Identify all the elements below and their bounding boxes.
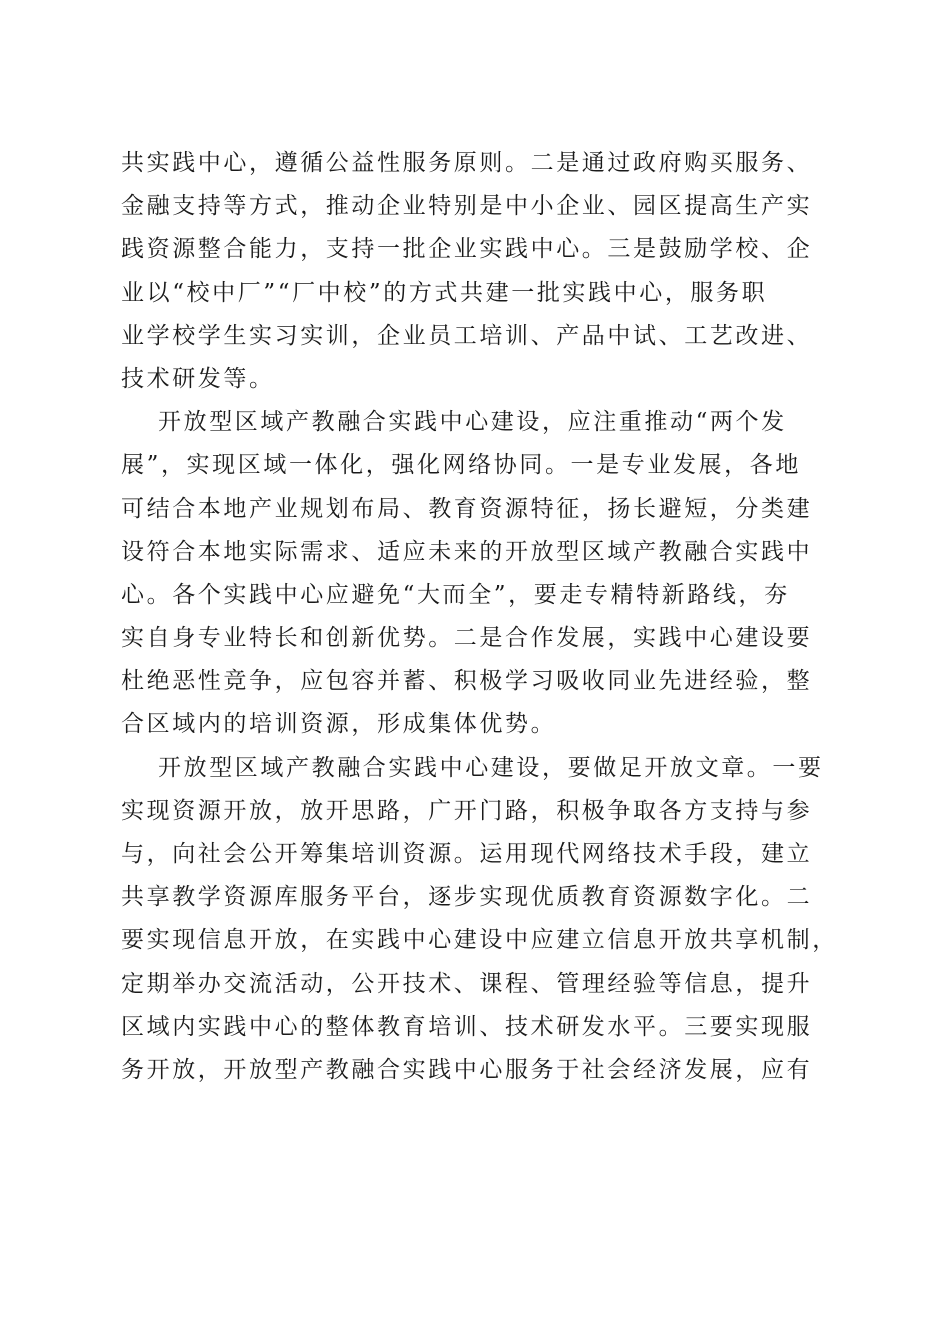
text-line: 杜绝恶性竞争，应包容并蓄、积极学习吸收同业先进经验，整 xyxy=(121,668,813,695)
text-line: 业以“校中厂”“厂中校”的方式共建一批实践中心，服务职 xyxy=(121,279,768,306)
text-line: 业学校学生实习实训，企业员工培训、产品中试、工艺改进、 xyxy=(121,322,813,349)
paragraph-2 xyxy=(121,401,831,747)
text-line: 设符合本地实际需求、适应未来的开放型区域产教融合实践中 xyxy=(121,538,813,565)
text-line: 践资源整合能力，支持一批企业实践中心。三是鼓励学校、企 xyxy=(121,236,813,263)
text-line: 与，向社会公开筹集培训资源。运用现代网络技术手段，建立 xyxy=(121,841,813,867)
paragraph-1 xyxy=(121,142,831,401)
text-line: 务开放，开放型产教融合实践中心服务于社会经济发展，应有 xyxy=(121,1056,813,1083)
text-line: 开放型区域产教融合实践中心建设，应注重推动“两个发 xyxy=(158,409,787,436)
text-line: 可结合本地产业规划布局、教育资源特征，扬长避短，分类建 xyxy=(121,495,813,522)
text-line: 要实现信息开放，在实践中心建设中应建立信息开放共享机制， xyxy=(121,927,838,954)
text-line: 共实践中心，遵循公益性服务原则。二是通过政府购买服务、 xyxy=(121,150,813,176)
text-line: 合区域内的培训资源，形成集体优势。 xyxy=(121,711,557,738)
text-line: 技术研发等。 xyxy=(121,365,275,392)
body-text xyxy=(121,142,838,1092)
text-line: 开放型区域产教融合实践中心建设，要做足开放文章。一要 xyxy=(158,754,824,781)
text-line: 金融支持等方式，推动企业特别是中小企业、园区提高生产实 xyxy=(121,193,813,220)
text-line: 实自身专业特长和创新优势。二是合作发展，实践中心建设要 xyxy=(121,625,813,652)
text-line: 实现资源开放，放开思路，广开门路，积极争取各方支持与参 xyxy=(121,797,813,824)
text-line: 心。各个实践中心应避免“大而全”，要走专精特新路线，夯 xyxy=(121,581,790,608)
text-line: 展”，实现区域一体化，强化网络协同。一是专业发展，各地 xyxy=(121,452,801,479)
text-line: 区域内实践中心的整体教育培训、技术研发水平。三要实现服 xyxy=(121,1013,813,1040)
paragraph-3 xyxy=(121,747,838,1093)
text-line: 定期举办交流活动，公开技术、课程、管理经验等信息，提升 xyxy=(121,970,813,997)
text-line: 共享教学资源库服务平台，逐步实现优质教育资源数字化。二 xyxy=(121,884,813,911)
